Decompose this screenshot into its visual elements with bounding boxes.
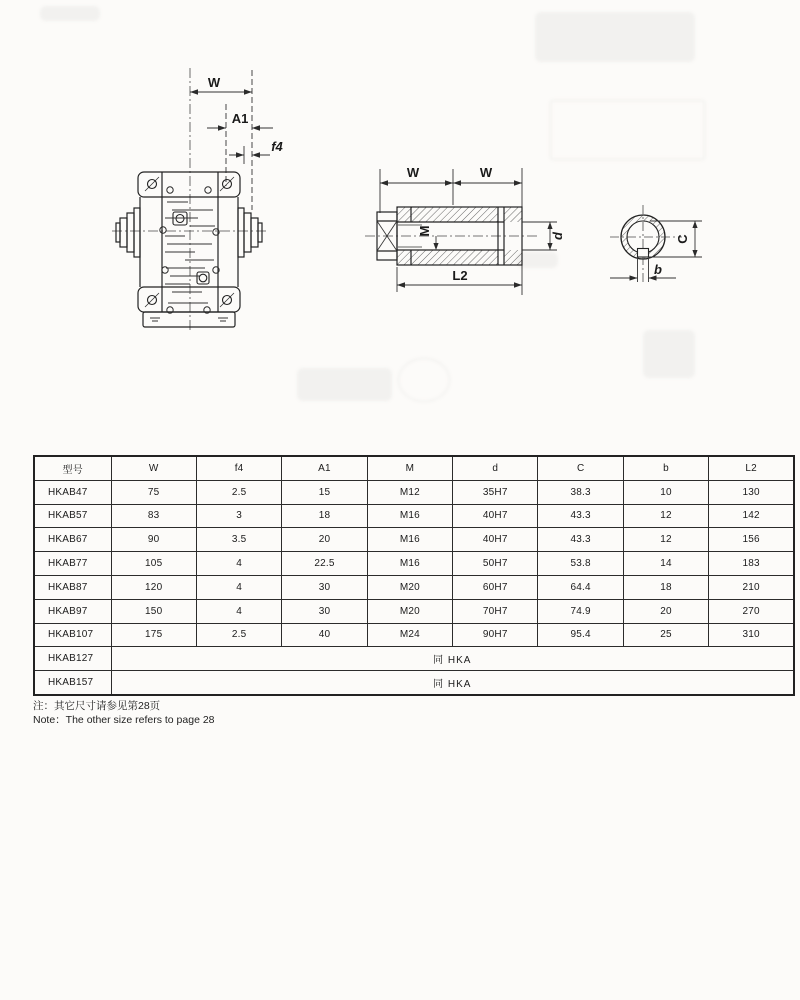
- footnote: [33, 699, 215, 727]
- cell: 183: [709, 552, 794, 576]
- dim-label-w-right: W: [479, 165, 493, 180]
- cell-model: HKAB47: [34, 480, 111, 504]
- dim-label-d: d: [550, 232, 565, 240]
- bore-section-drawing: [590, 185, 730, 305]
- cell: 12: [623, 528, 708, 552]
- cell: 30: [282, 575, 367, 599]
- cell: 83: [111, 504, 196, 528]
- dim-label-b: b: [654, 262, 662, 277]
- header-row: [34, 456, 794, 480]
- cell: 120: [111, 575, 196, 599]
- cell: 40H7: [453, 504, 538, 528]
- cell: 90: [111, 528, 196, 552]
- dim-label-l2: L2: [452, 268, 468, 283]
- cell: 20: [282, 528, 367, 552]
- table-row: [34, 623, 794, 647]
- shaft-section-drawing: [365, 155, 580, 315]
- table-row: [34, 575, 794, 599]
- cell: 4: [196, 575, 281, 599]
- cell: 50H7: [453, 552, 538, 576]
- cell: 210: [709, 575, 794, 599]
- dim-label-f4: f4: [271, 139, 283, 154]
- col-header-l2: L2: [709, 456, 794, 480]
- cell-model: HKAB157: [34, 671, 111, 695]
- dim-label-w-left: W: [406, 165, 420, 180]
- cell: 15: [282, 480, 367, 504]
- footnote-en: Note：The other size refers to page 28: [33, 714, 215, 727]
- cell: 18: [623, 575, 708, 599]
- scan-artifact: [297, 368, 392, 401]
- cell: 43.3: [538, 504, 623, 528]
- scan-artifact: [398, 358, 450, 402]
- cell-model: HKAB107: [34, 623, 111, 647]
- cell: 64.4: [538, 575, 623, 599]
- dim-label-a1: A1: [231, 111, 249, 126]
- cell: 310: [709, 623, 794, 647]
- cell: 95.4: [538, 623, 623, 647]
- dim-label-w: W: [207, 75, 221, 90]
- col-header-f4: f4: [196, 456, 281, 480]
- gearbox-body: [116, 172, 262, 327]
- table-row-merged: [34, 647, 794, 671]
- keyway-slot: [638, 249, 649, 258]
- cell: 2.5: [196, 480, 281, 504]
- cell-model: HKAB87: [34, 575, 111, 599]
- table-row: [34, 528, 794, 552]
- cell: 40H7: [453, 528, 538, 552]
- cell: 70H7: [453, 599, 538, 623]
- scan-artifact: [535, 12, 695, 62]
- cell: M16: [367, 528, 452, 552]
- cell: 43.3: [538, 528, 623, 552]
- col-header-c: C: [538, 456, 623, 480]
- table-row: [34, 599, 794, 623]
- front-view-drawing: [110, 60, 310, 350]
- cell: M16: [367, 552, 452, 576]
- cell: 105: [111, 552, 196, 576]
- dim-label-c: C: [675, 234, 690, 244]
- dimension-table: [33, 455, 795, 696]
- cell: 75: [111, 480, 196, 504]
- cell-model: HKAB127: [34, 647, 111, 671]
- cell-model: HKAB67: [34, 528, 111, 552]
- cell: 74.9: [538, 599, 623, 623]
- col-header-m: M: [367, 456, 452, 480]
- cell-merged-value: 同 HKA: [111, 647, 794, 671]
- scan-artifact: [40, 6, 100, 21]
- col-header-b: b: [623, 456, 708, 480]
- cell: 20: [623, 599, 708, 623]
- cell: 4: [196, 552, 281, 576]
- cell: M16: [367, 504, 452, 528]
- cell: 18: [282, 504, 367, 528]
- table-row: [34, 504, 794, 528]
- table-row: [34, 552, 794, 576]
- cell: 270: [709, 599, 794, 623]
- cell: 60H7: [453, 575, 538, 599]
- cell: 12: [623, 504, 708, 528]
- cell: 22.5: [282, 552, 367, 576]
- cell: 30: [282, 599, 367, 623]
- scan-artifact: [550, 100, 705, 160]
- col-header-a1: A1: [282, 456, 367, 480]
- cell: M24: [367, 623, 452, 647]
- dim-label-m: M: [417, 225, 432, 237]
- table-row-merged: [34, 671, 794, 695]
- cell-model: HKAB77: [34, 552, 111, 576]
- cell: 40: [282, 623, 367, 647]
- cell: 35H7: [453, 480, 538, 504]
- cell: 156: [709, 528, 794, 552]
- cell: 2.5: [196, 623, 281, 647]
- cell: 4: [196, 599, 281, 623]
- cell: 38.3: [538, 480, 623, 504]
- footnote-zh: 注：其它尺寸请参见第28页: [33, 700, 161, 712]
- cell: 142: [709, 504, 794, 528]
- cell: 14: [623, 552, 708, 576]
- cell: M20: [367, 575, 452, 599]
- table-row: [34, 480, 794, 504]
- col-header-w: W: [111, 456, 196, 480]
- scan-artifact: [643, 330, 695, 378]
- cell: M12: [367, 480, 452, 504]
- cell: 3: [196, 504, 281, 528]
- cell: 150: [111, 599, 196, 623]
- cell: 25: [623, 623, 708, 647]
- cell-merged-value: 同 HKA: [111, 671, 794, 695]
- cell: 10: [623, 480, 708, 504]
- cell: 130: [709, 480, 794, 504]
- cell-model: HKAB97: [34, 599, 111, 623]
- cell: 175: [111, 623, 196, 647]
- cell: 53.8: [538, 552, 623, 576]
- col-header-d: d: [453, 456, 538, 480]
- cell-model: HKAB57: [34, 504, 111, 528]
- cell: 90H7: [453, 623, 538, 647]
- col-header-model: 型号: [34, 456, 111, 480]
- cell: 3.5: [196, 528, 281, 552]
- cell: M20: [367, 599, 452, 623]
